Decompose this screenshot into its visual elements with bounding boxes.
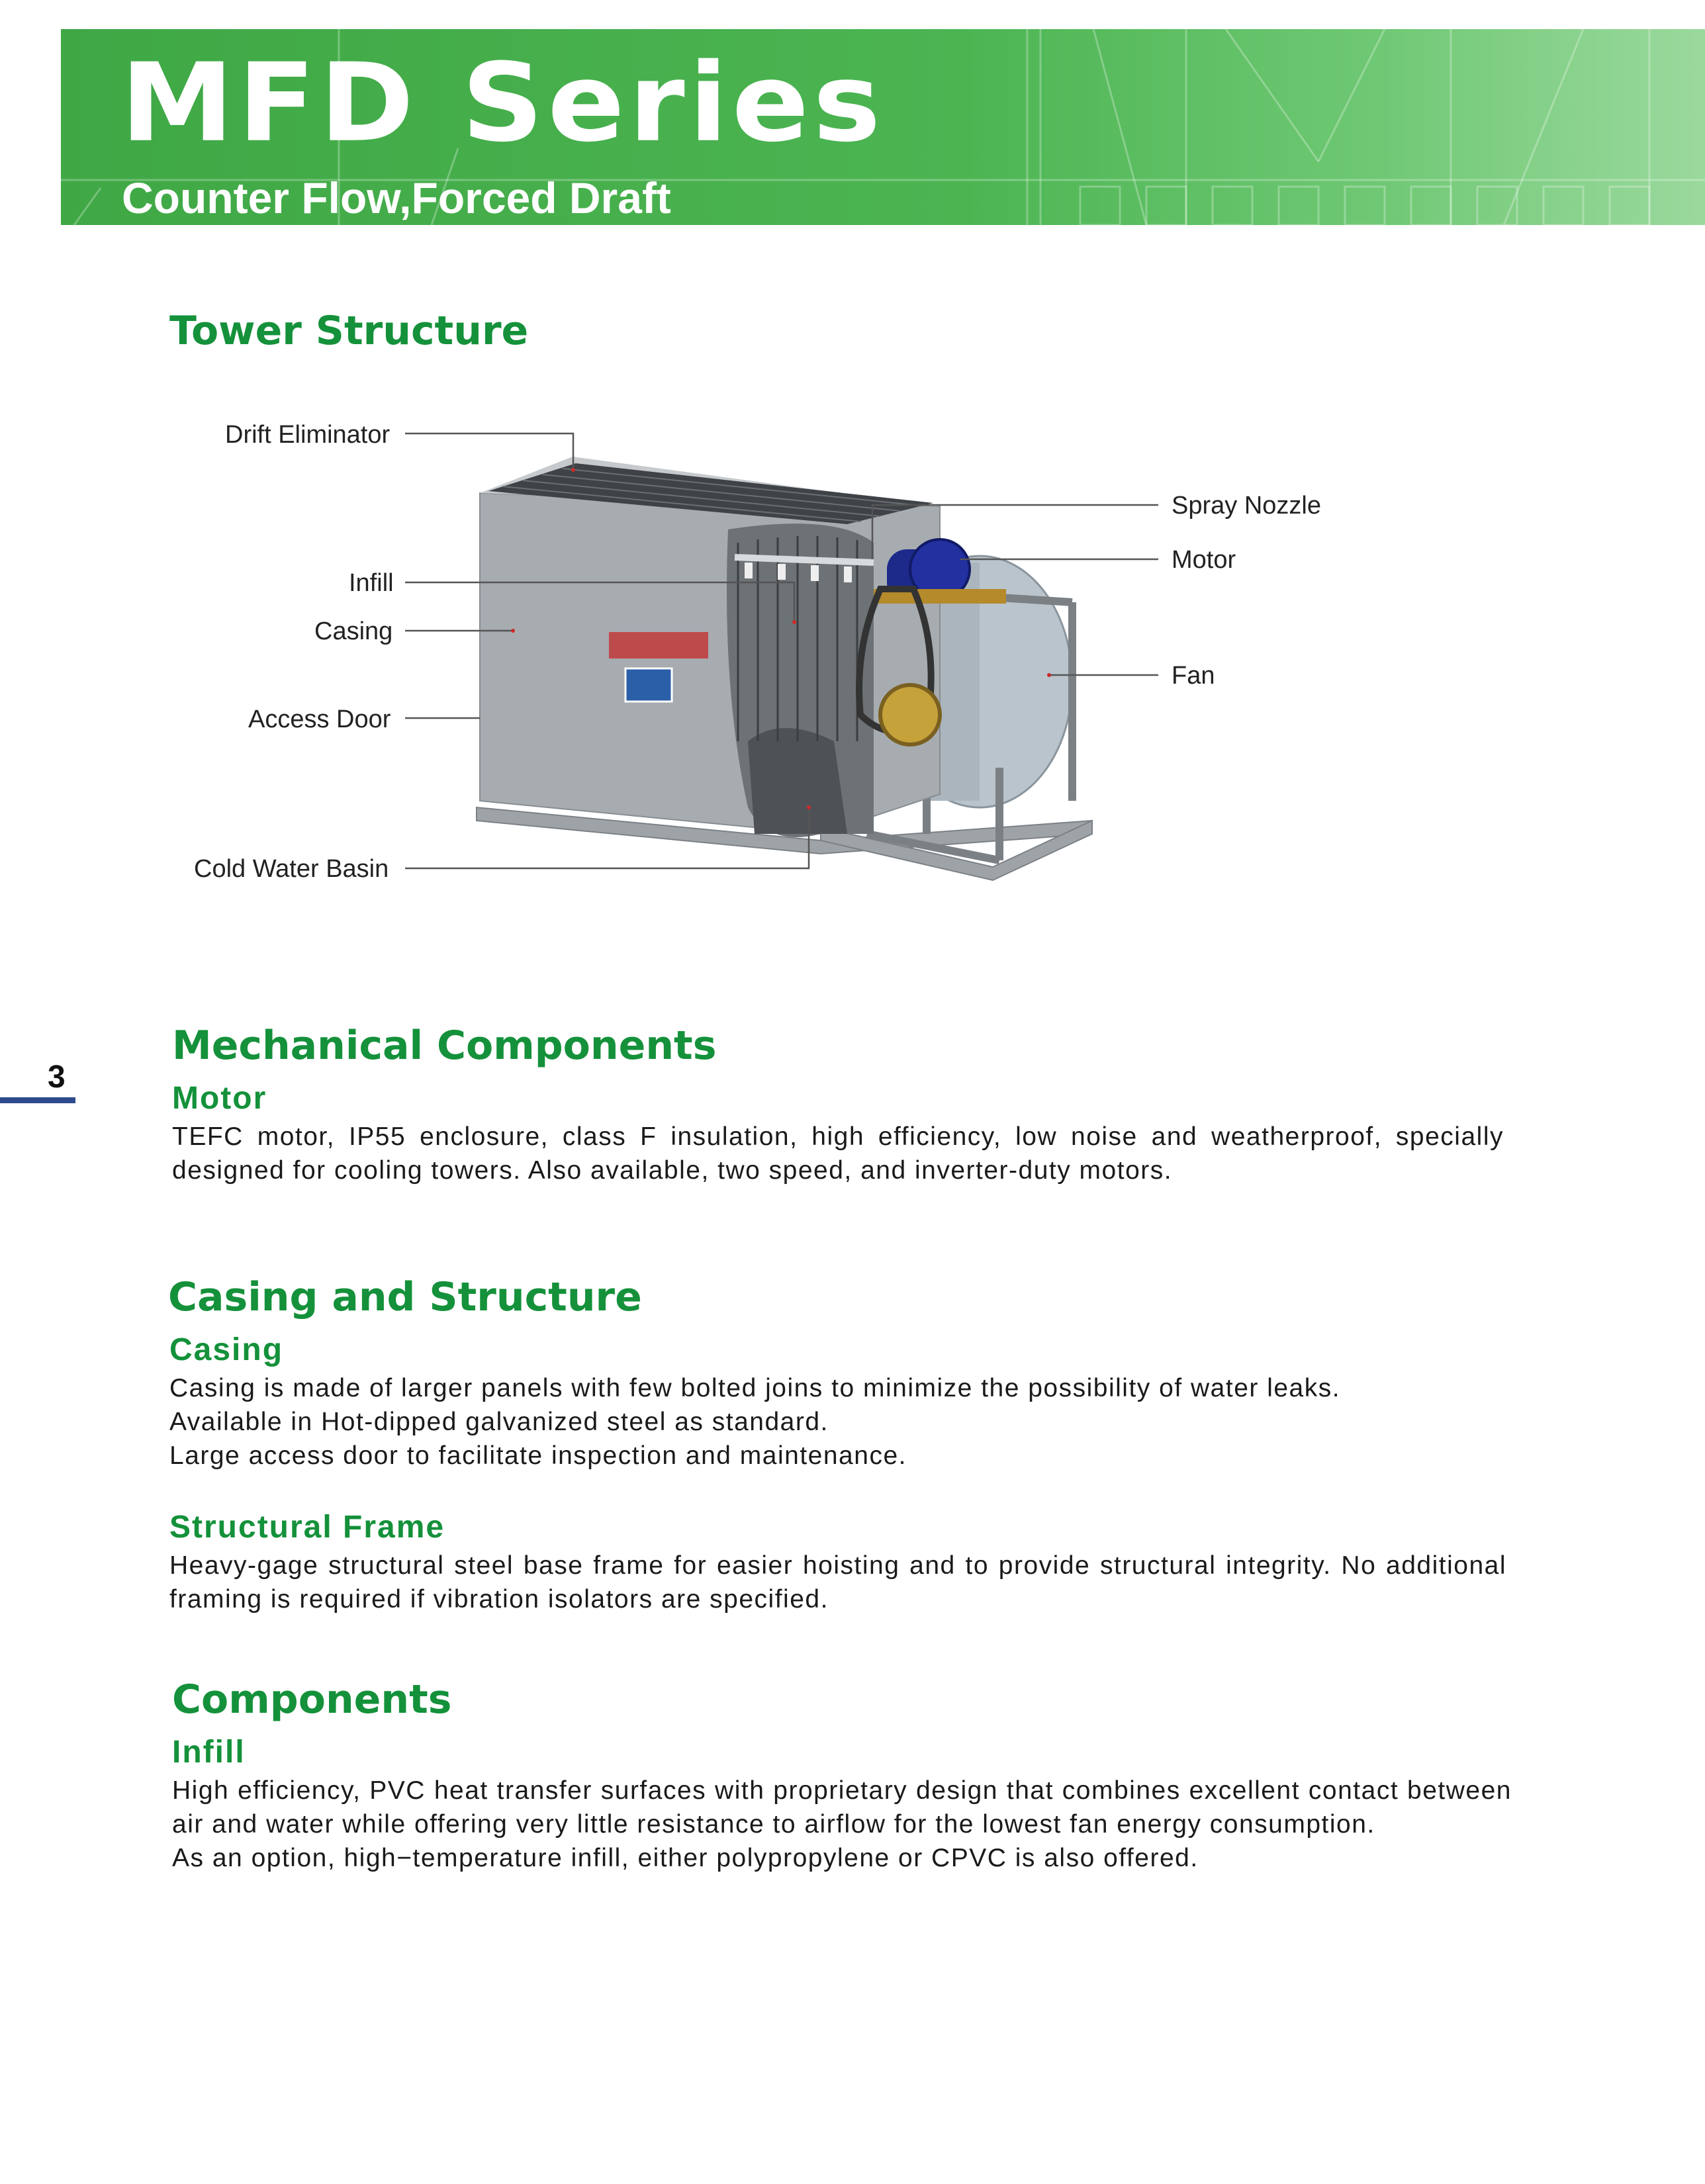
- infill-option: As an option, high−temperature infill, either polypropylene or CPVC is also offered.: [172, 1844, 1199, 1872]
- motor-paragraph: TEFC motor, IP55 enclosure, class F insulation, high efficiency, low noise and weatherproof, specially designed for cooling towers. Also available, two speed, and inverter-duty motors.: [172, 1122, 1504, 1185]
- motor-subheading: Motor: [172, 1081, 267, 1116]
- label-spray-nozzle: Spray Nozzle: [1172, 492, 1321, 520]
- label-drift-eliminator: Drift Eliminator: [225, 421, 391, 449]
- casing-subheading: Casing: [169, 1332, 284, 1367]
- motor-description: [172, 1120, 1504, 1187]
- casing-line: Available in Hot-dipped galvanized steel as standard.: [169, 1408, 829, 1436]
- casing-line: Large access door to facilitate inspection and maintenance.: [169, 1441, 907, 1470]
- page-number: 3: [48, 1060, 66, 1095]
- structural-frame-subheading: Structural Frame: [169, 1510, 445, 1545]
- casing-structure-heading: Casing and Structure: [168, 1274, 642, 1320]
- casing-line: Casing is made of larger panels with few bolted joins to minimize the possibility of water leaks.: [169, 1374, 1341, 1402]
- infill-paragraph: High efficiency, PVC heat transfer surfaces with proprietary design that combines excellent contact between air and water while offering very little resistance to airflow for the lowest fan energy consumption.: [172, 1776, 1512, 1839]
- page-number-rule: [0, 1097, 75, 1103]
- infill-description: [172, 1774, 1512, 1875]
- tower-diagram: [0, 371, 1705, 913]
- components-heading: Components: [172, 1676, 452, 1723]
- label-infill: Infill: [349, 569, 394, 597]
- label-casing: Casing: [314, 617, 393, 645]
- label-access-door: Access Door: [248, 705, 391, 733]
- label-cold-water-basin: Cold Water Basin: [194, 855, 389, 883]
- tower-structure-heading: Tower Structure: [169, 308, 529, 354]
- label-fan: Fan: [1172, 662, 1215, 690]
- header-banner: [61, 29, 1705, 225]
- tower-illustration: [0, 371, 1705, 913]
- frame-description: [169, 1549, 1506, 1616]
- frame-paragraph: Heavy-gage structural steel base frame for easier hoisting and to provide structural integrity. No additional framing is required if vibration isolators are specified.: [169, 1551, 1506, 1614]
- series-subtitle: Counter Flow,Forced Draft: [122, 173, 671, 222]
- casing-body: [480, 457, 940, 837]
- label-motor: Motor: [1172, 546, 1236, 574]
- mechanical-heading: Mechanical Components: [172, 1023, 717, 1069]
- infill-subheading: Infill: [172, 1735, 246, 1770]
- casing-description: [169, 1371, 1513, 1473]
- series-title: MFD Series: [120, 39, 885, 166]
